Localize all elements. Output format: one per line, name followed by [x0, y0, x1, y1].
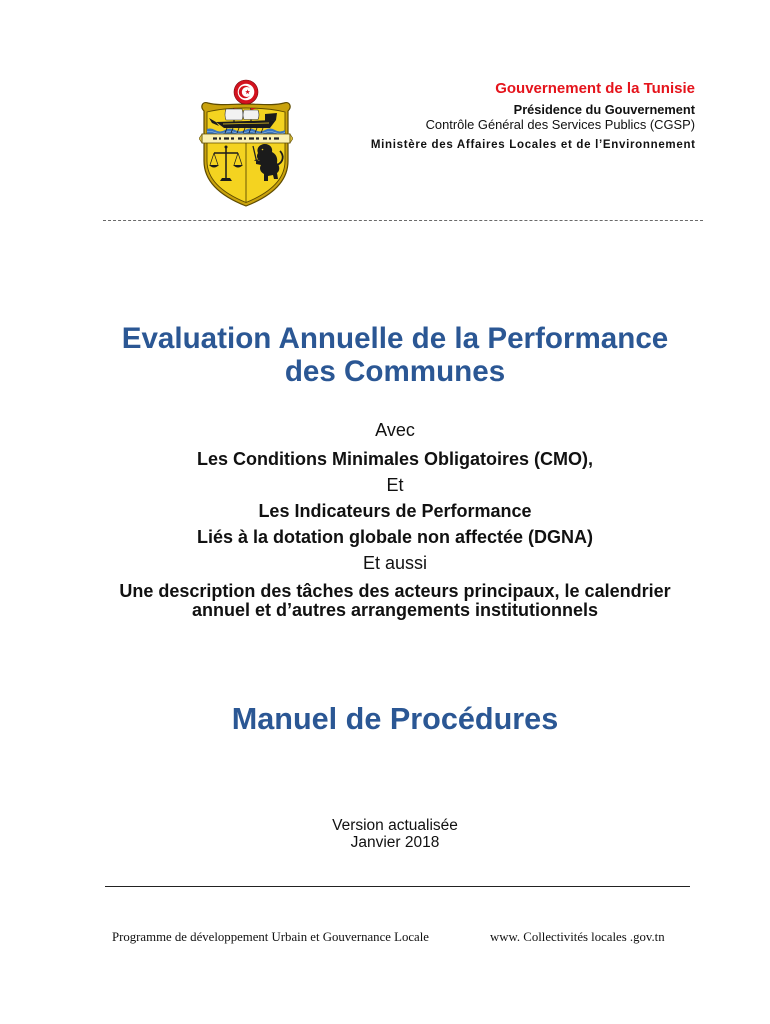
version-date: Janvier 2018 [350, 833, 440, 851]
presidency-name: Présidence du Gouvernement [513, 102, 695, 117]
connector-et: Et [386, 474, 404, 495]
connector-et-aussi: Et aussi [362, 553, 428, 573]
description-line-2: annuel et d’autres arrangements institutionnels [191, 600, 599, 620]
tunisia-coat-of-arms-icon [199, 77, 293, 208]
ministry-name: Ministère des Affaires Locales et de l’Environnement [370, 138, 696, 151]
description-line-1: Une description des tâches des acteurs principaux, le calendrier [119, 581, 671, 601]
indicators-heading: Les Indicateurs de Performance [258, 501, 532, 521]
header-dashed-separator [103, 220, 703, 221]
control-body-name: Contrôle Général des Services Publics (CGSP) [425, 116, 695, 132]
crescent-star-emblem [234, 80, 258, 104]
footer-website: www. Collectivités locales .gov.tn [490, 930, 665, 945]
document-title-line-1: Evaluation Annuelle de la Performance [121, 322, 669, 355]
cmo-heading: Les Conditions Minimales Obligatoires (CMO), [196, 449, 594, 469]
version-label: Version actualisée [332, 816, 458, 834]
motto-banner [199, 134, 293, 143]
connector-avec: Avec [375, 420, 415, 440]
document-title-line-2: des Communes [284, 355, 506, 388]
dgna-heading: Liés à la dotation globale non affectée (DGNA) [196, 527, 594, 547]
government-name: Gouvernement de la Tunisie [495, 80, 695, 97]
footer-program-name: Programme de développement Urbain et Gouvernance Locale [112, 930, 429, 945]
manual-title: Manuel de Procédures [231, 702, 559, 736]
footer-rule [105, 886, 690, 887]
